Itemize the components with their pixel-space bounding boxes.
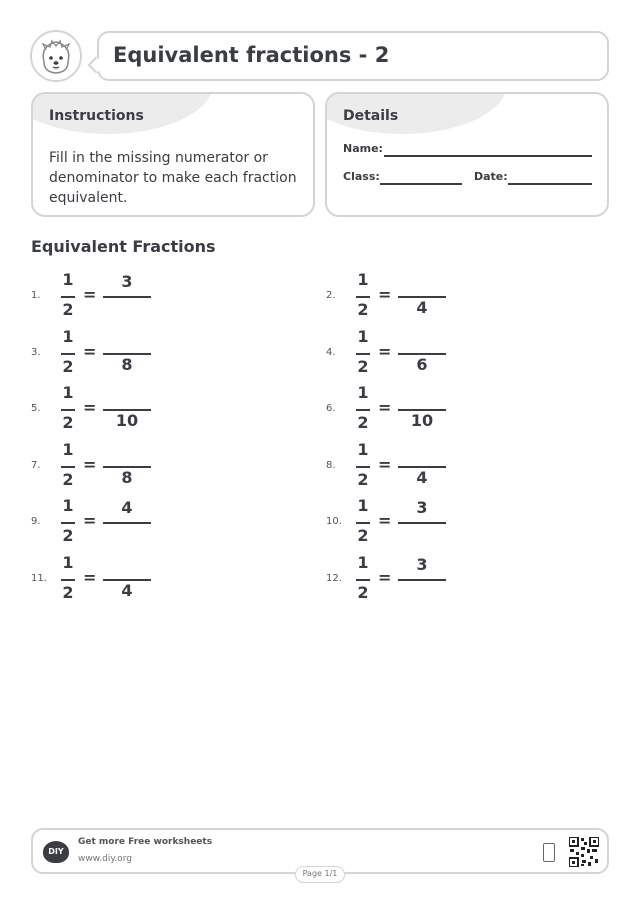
fraction-numerator: 1	[357, 326, 369, 346]
problem-item	[326, 496, 486, 552]
name-label: Name:	[343, 142, 383, 155]
answer-numerator[interactable]: 4	[121, 498, 133, 518]
fraction-numerator: 1	[357, 439, 369, 459]
date-field[interactable]	[508, 183, 592, 185]
page-indicator: Page 1/1	[295, 866, 345, 883]
qr-code-icon	[569, 837, 599, 867]
fraction-numerator: 1	[62, 439, 74, 459]
logo-text: DIY	[48, 847, 64, 856]
instructions-panel	[31, 92, 315, 217]
problem-item	[326, 440, 486, 496]
problem-item	[31, 383, 191, 439]
answer-fraction-bar	[398, 522, 446, 524]
equals-sign: =	[83, 511, 97, 531]
class-label: Class:	[343, 170, 380, 183]
answer-denominator[interactable]: 10	[410, 411, 434, 431]
fraction-denominator: 2	[62, 583, 74, 602]
answer-denominator[interactable]: 4	[121, 581, 133, 600]
problem-number: 2.	[326, 290, 336, 301]
fraction-numerator: 1	[62, 496, 74, 516]
fraction-denominator: 2	[357, 356, 369, 376]
class-field[interactable]	[380, 183, 462, 185]
problem-item	[326, 383, 486, 439]
fraction-bar	[356, 409, 370, 411]
fraction-numerator: 1	[357, 270, 369, 289]
equals-sign: =	[378, 341, 392, 361]
equals-sign: =	[378, 454, 392, 474]
problem-item	[326, 553, 486, 609]
fraction-denominator: 2	[62, 413, 74, 433]
answer-numerator[interactable]: 3	[416, 555, 428, 574]
fraction-denominator: 2	[357, 583, 369, 602]
instructions-text: Fill in the missing numerator or denominator to make each fraction equivalent.	[49, 150, 297, 206]
fraction-bar	[61, 579, 75, 581]
fraction-bar	[61, 466, 75, 468]
answer-fraction-bar	[398, 579, 446, 581]
problem-item	[31, 440, 191, 496]
equals-sign: =	[378, 568, 392, 587]
answer-denominator[interactable]: 8	[121, 467, 133, 487]
problem-item	[31, 496, 191, 552]
problem-item	[31, 553, 191, 609]
fraction-denominator: 2	[62, 526, 74, 546]
answer-denominator[interactable]: 6	[416, 354, 428, 374]
fraction-numerator: 1	[357, 553, 369, 572]
problem-number: 5.	[31, 403, 41, 415]
diy-logo-icon	[43, 841, 69, 863]
equals-sign: =	[378, 398, 392, 418]
name-field[interactable]	[384, 155, 592, 157]
fraction-denominator: 2	[357, 300, 369, 319]
problem-number: 8.	[326, 459, 336, 471]
problem-number: 3.	[31, 346, 41, 358]
fraction-numerator: 1	[357, 496, 369, 516]
answer-denominator[interactable]: 10	[115, 411, 139, 431]
fraction-denominator: 2	[357, 413, 369, 433]
answer-numerator[interactable]: 3	[121, 272, 133, 291]
fraction-bar	[356, 296, 370, 298]
fraction-bar	[356, 466, 370, 468]
problem-number: 9.	[31, 516, 41, 528]
fraction-bar	[356, 579, 370, 581]
problem-number: 7.	[31, 459, 41, 471]
page-title: Equivalent fractions - 2	[113, 43, 390, 67]
fraction-denominator: 2	[62, 356, 74, 376]
equals-sign: =	[83, 341, 97, 361]
answer-denominator[interactable]: 4	[416, 298, 428, 317]
problem-number: 4.	[326, 346, 336, 358]
fraction-bar	[356, 353, 370, 355]
section-title: Equivalent Fractions	[31, 237, 216, 256]
equals-sign: =	[83, 454, 97, 474]
answer-denominator[interactable]: 4	[416, 467, 428, 487]
fraction-denominator: 2	[62, 469, 74, 489]
fraction-bar	[356, 522, 370, 524]
fraction-denominator: 2	[357, 526, 369, 546]
problem-item	[326, 270, 486, 326]
fraction-numerator: 1	[62, 383, 74, 403]
fraction-bar	[61, 353, 75, 355]
equals-sign: =	[83, 398, 97, 418]
phone-icon	[543, 843, 555, 862]
fraction-denominator: 2	[357, 469, 369, 489]
problem-number: 6.	[326, 403, 336, 415]
problem-item	[326, 327, 486, 383]
fraction-numerator: 1	[62, 326, 74, 346]
date-label: Date:	[474, 170, 508, 183]
footer-title: Get more Free worksheets	[78, 837, 213, 847]
fraction-bar	[61, 409, 75, 411]
fraction-numerator: 1	[357, 383, 369, 403]
answer-denominator[interactable]: 8	[121, 354, 133, 374]
problem-number: 11.	[31, 573, 47, 584]
answer-fraction-bar	[103, 522, 151, 524]
problem-item	[31, 270, 191, 326]
fraction-numerator: 1	[62, 270, 74, 289]
fraction-numerator: 1	[62, 553, 74, 572]
fraction-denominator: 2	[62, 300, 74, 319]
problem-item	[31, 327, 191, 383]
fraction-bar	[61, 522, 75, 524]
mascot-icon	[30, 30, 82, 82]
equals-sign: =	[378, 511, 392, 531]
answer-fraction-bar	[103, 296, 151, 298]
speech-bubble-tail	[88, 57, 105, 74]
fraction-bar	[61, 296, 75, 298]
equals-sign: =	[83, 568, 97, 587]
title-box	[97, 31, 609, 81]
answer-numerator[interactable]: 3	[416, 498, 428, 518]
instructions-title: Instructions	[49, 108, 144, 124]
equals-sign: =	[378, 285, 392, 304]
problem-number: 1.	[31, 290, 41, 301]
details-title: Details	[343, 108, 399, 124]
problem-number: 10.	[326, 516, 342, 528]
problem-number: 12.	[326, 573, 342, 584]
equals-sign: =	[83, 285, 97, 304]
details-panel	[325, 92, 609, 217]
footer-url[interactable]: www.diy.org	[78, 854, 132, 864]
